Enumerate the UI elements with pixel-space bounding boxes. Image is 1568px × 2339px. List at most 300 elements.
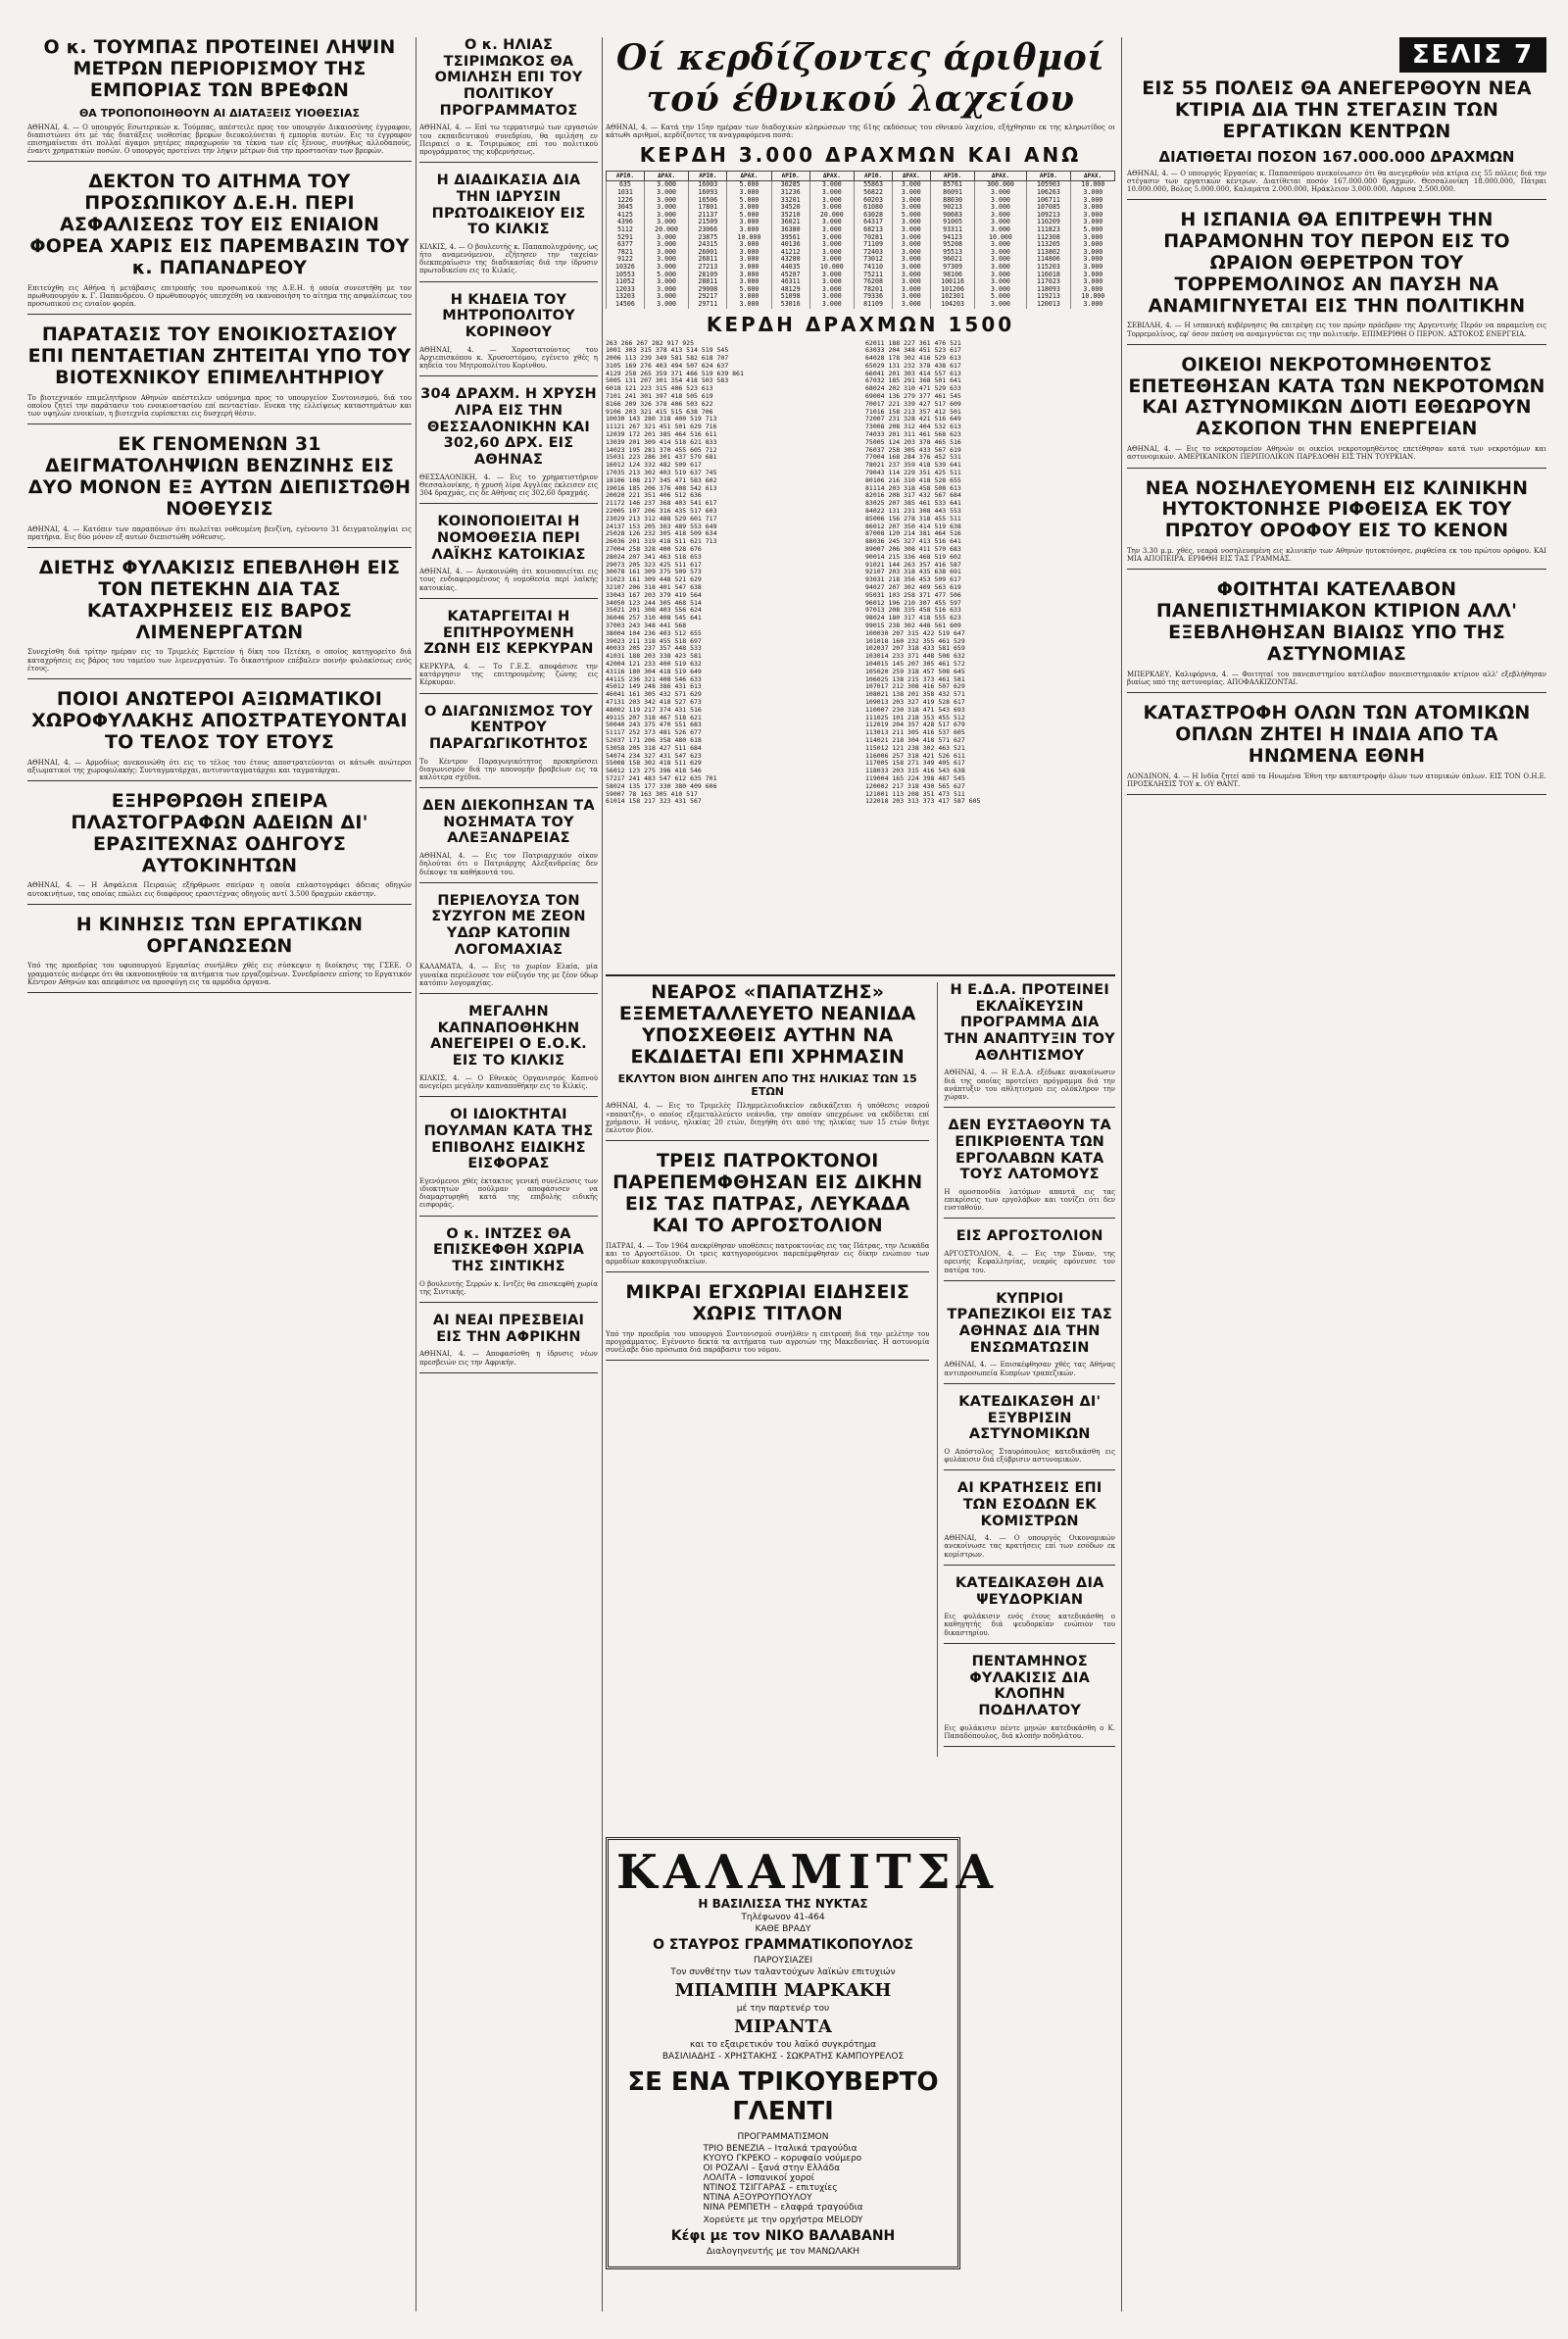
article-headline: ΔΕΚΤΟΝ ΤΟ ΑΙΤΗΜΑ ΤΟΥ ΠΡΟΣΩΠΙΚΟΥ Δ.Ε.Η. ΠΕΡΙ ΑΣΦΑΛΙΣΕΩΣ ΤΟΥ ΕΙΣ ΕΝΙΑΙΟΝ ΦΟΡΕΑ ΧΑΡΙΣ ΕΙΣ ΠΑΡΕΜΒΑΣΙΝ ΤΟΥ κ. ΠΑΠΑΝΔΡΕΟΥ bbox=[29, 171, 410, 278]
table-cell: 104203 bbox=[930, 301, 975, 309]
table-cell: 44035 bbox=[771, 264, 809, 272]
table-cell: 20.000 bbox=[809, 212, 855, 220]
article-headline: Ο ΔΙΑΓΩΝΙΣΜΟΣ ΤΟΥ ΚΕΝΤΡΟΥ ΠΑΡΑΓΩΓΙΚΟΤΗΤΟΣ bbox=[423, 703, 594, 752]
lottery-line: 89007 206 308 411 570 683 bbox=[865, 546, 961, 554]
table-cell: 105903 bbox=[1026, 181, 1071, 189]
table-cell: 3.000 bbox=[1071, 189, 1115, 197]
table-cell: 12033 bbox=[607, 286, 645, 294]
table-cell: 115203 bbox=[1026, 264, 1071, 272]
table-cell: 3.000 bbox=[975, 278, 1026, 286]
ad-dancing: Χορεύετε με την ορχήστρα MELODY bbox=[703, 2215, 863, 2225]
table-cell: 9122 bbox=[607, 256, 645, 264]
table-cell: 3.000 bbox=[892, 264, 930, 272]
table-cell: 85761 bbox=[930, 181, 975, 189]
table-cell: 3.000 bbox=[809, 256, 855, 264]
ad-program: ΠΡΟΓΡΑΜΜΑΤΙΣΜΟΝ bbox=[737, 2132, 829, 2142]
lottery-line: 8166 209 326 378 406 503 622 bbox=[606, 400, 713, 408]
table-cell: 73012 bbox=[855, 256, 893, 264]
table-cell: 101206 bbox=[930, 286, 975, 294]
ad-partner: ΜΙΡΑΝΤΑ bbox=[734, 2016, 832, 2037]
article-headline: ΟΙΚΕΙΟΙ ΝΕΚΡΟΤΟΜΗΘΕΝΤΟΣ ΕΠΕΤΕΘΗΣΑΝ ΚΑΤΑ ΤΩΝ ΝΕΚΡΟΤΟΜΩΝ ΚΑΙ ΑΣΤΥΝΟΜΙΚΩΝ ΔΙΟΤΙ ΕΘΕΩΡΟΥΝ ΑΣΚΟΠΟΝ ΤΗΝ ΕΝΕΡΓΕΙΑΝ bbox=[1128, 353, 1545, 440]
table-cell: 36380 bbox=[771, 226, 809, 234]
list-item: ΝΤΙΝΑ ΑΞΟΥΡΟΥΠΟΥΛΟΥ bbox=[703, 2193, 812, 2203]
table-cell: 3.000 bbox=[892, 301, 930, 309]
table-cell: 635 bbox=[607, 181, 645, 189]
article bbox=[419, 1107, 598, 1217]
lottery-line: 5005 131 207 301 354 418 503 583 bbox=[606, 377, 729, 385]
article bbox=[944, 1480, 1115, 1566]
table-cell: 55863 bbox=[855, 181, 893, 189]
lottery-line: 19016 185 206 376 408 542 613 bbox=[606, 484, 717, 492]
lottery-line: 98024 180 317 418 555 623 bbox=[865, 615, 961, 622]
article-headline: ΝΕΑ ΝΟΣΗΛΕΥΟΜΕΝΗ ΕΙΣ ΚΛΙΝΙΚΗΝ ΗΥΤΟΚΤΟΝΗΣΕ ΡΙΦΘΕΙΣΑ ΕΚ ΤΟΥ ΠΡΩΤΟΥ ΟΡΟΦΟΥ ΕΙΣ ΤΟ ΚΕΝΟΝ bbox=[1145, 476, 1529, 542]
article bbox=[606, 1151, 929, 1272]
lottery-line: 24137 153 205 303 489 553 649 bbox=[606, 523, 717, 530]
article-body: Επιτεύχθη εις Αθήνα ή μετάβασις επιτροπής του προσωπικού της Δ.Ε.Η. ή οποία συνεστήθη με τον πρωθυπουργόν κ. Γ. Παπανδρέου. Ο πρωθυπουργός υπεσχέθη να ικανοποιήση το αίτημα της ασφαλίσεως του προσωπικού εις ενιαίον φορέα. bbox=[27, 283, 412, 308]
article bbox=[419, 1004, 598, 1097]
table-cell: 98106 bbox=[930, 272, 975, 279]
table-cell: 3.000 bbox=[975, 241, 1026, 249]
lottery-line: 2006 113 239 349 581 582 618 707 bbox=[606, 355, 729, 363]
table-cell: 79336 bbox=[855, 293, 893, 301]
prize-heading-3000: ΚΕΡΔΗ 3.000 ΔΡΑΧΜΩΝ ΚΑΙ ΑΝΩ bbox=[639, 143, 1082, 168]
article-headline: ΚΥΠΡΙΟΙ ΤΡΑΠΕΖΙΚΟΙ ΕΙΣ ΤΑΣ ΑΘΗΝΑΣ ΔΙΑ ΤΗΝ ΕΝΣΩΜΑΤΩΣΙΝ bbox=[947, 1290, 1112, 1356]
table-cell: 112308 bbox=[1026, 234, 1071, 242]
lottery-line: 114021 218 304 418 571 627 bbox=[865, 736, 965, 744]
column-3 bbox=[606, 37, 1115, 2257]
divider bbox=[27, 423, 412, 424]
divider bbox=[419, 598, 598, 599]
table-cell: 5.000 bbox=[975, 293, 1026, 301]
lottery-line: 263 266 267 282 917 925 bbox=[606, 339, 695, 347]
table-cell: 118093 bbox=[1026, 286, 1071, 294]
table-cell: 3.000 bbox=[727, 204, 772, 212]
article bbox=[27, 689, 412, 781]
table-header: ΑΡΙΘ. bbox=[1026, 172, 1071, 181]
article-headline: ΠΟΙΟΙ ΑΝΩΤΕΡΟΙ ΑΞΙΩΜΑΤΙΚΟΙ ΧΩΡΟΦΥΛΑΚΗΣ ΑΠΟΣΤΡΑΤΕΥΟΝΤΑΙ ΤΟ ΤΕΛΟΣ ΤΟΥ ΕΤΟΥΣ bbox=[31, 688, 408, 753]
table-cell: 5.000 bbox=[727, 286, 772, 294]
article-body: Εγενόμενοι χθές έκτακτος γενική συνέλευσις των ιδιοκτητών πούλμαν αποφάσισεν να διαμαρτυρηθή κατά της επιβολής ειδικής εισφοράς. bbox=[419, 1176, 598, 1210]
lottery-line: 53058 205 318 427 511 684 bbox=[606, 744, 702, 752]
table-cell: 3.000 bbox=[727, 301, 772, 309]
lottery-line: 104015 145 207 305 461 572 bbox=[865, 660, 965, 668]
table-cell: 3.000 bbox=[975, 286, 1026, 294]
article-body: ΑΘΗΝΑΙ, 4. — Εις το νεκροτομείον Αθηνών οι οικείοι νεκροτομηθέντος επετέθησαν κατά των νεκροτόμων και αστυνομικών. ΑΜΕΡΙΚΑΝΙΚΟΝ ΠΕΡΙΠΟΛΙΚΟΝ ΠΑΡΕΔΟΘΗ ΕΙΣ ΤΗΝ ΤΟΥΡΚΙΑΝ. bbox=[1127, 445, 1546, 462]
table-cell: 111823 bbox=[1026, 226, 1071, 234]
lottery-line: 117005 158 271 349 405 617 bbox=[865, 760, 965, 768]
table-cell: 20.000 bbox=[644, 226, 689, 234]
table-cell: 7821 bbox=[607, 249, 645, 257]
lottery-line: 67032 185 291 368 501 641 bbox=[865, 377, 961, 385]
ad-presents: ΠΑΡΟΥΣΙΑΖΕΙ bbox=[754, 1956, 812, 1966]
table-cell: 3.000 bbox=[1071, 264, 1115, 272]
table-cell: 107085 bbox=[1026, 204, 1071, 212]
table-cell: 3.000 bbox=[892, 249, 930, 257]
page-marker: ΣΕΛΙΣ 7 bbox=[1399, 37, 1546, 73]
article bbox=[419, 609, 598, 694]
article-body: Υπό της προεδρίας του υφυπουργού Εργασίας συνήλθεν χθές εις σύσκεψιν η διοίκησις της ΓΣΕΕ. Ο γραμματεύς ανέφερε ότι θα ικανοποιηθούν τα αιτήματα των εργαζομένων. Συνεδρίασεν επίσης το Εργατικόν Κέντρον Αθηνών και απεφάσισε να προσφύγη εις τα αρμόδια όργανα. bbox=[27, 962, 412, 986]
table-cell: 3.000 bbox=[892, 189, 930, 197]
table-cell: 3.000 bbox=[1071, 204, 1115, 212]
table-cell: 3.000 bbox=[644, 256, 689, 264]
table-cell: 3.000 bbox=[892, 241, 930, 249]
table-cell: 3.000 bbox=[975, 212, 1026, 220]
table-cell: 27213 bbox=[689, 264, 727, 272]
table-cell: 3.000 bbox=[975, 249, 1026, 257]
lottery-line: 61014 158 217 323 431 567 bbox=[606, 798, 702, 806]
table-cell: 109213 bbox=[1026, 212, 1071, 220]
ad-line1: Τον συνθέτην των ταλαντούχων λαϊκών επιτυχιών bbox=[670, 1967, 896, 1977]
table-cell: 3.000 bbox=[727, 278, 772, 286]
lottery-line: 37003 243 348 441 568 bbox=[606, 622, 687, 629]
lottery-line: 77004 168 284 376 452 531 bbox=[865, 454, 961, 462]
table-cell: 33201 bbox=[771, 197, 809, 205]
table-cell: 3.000 bbox=[644, 189, 689, 197]
lottery-line: 122018 203 313 373 417 587 605 bbox=[865, 798, 981, 806]
article-headline: ΔΙΕΤΗΣ ΦΥΛΑΚΙΣΙΣ ΕΠΕΒΛΗΘΗ ΕΙΣ ΤΟΝ ΠΕΤΕΚΗΝ ΔΙΑ ΤΑΣ ΚΑΤΑΧΡΗΣΕΙΣ ΕΙΣ ΒΑΡΟΣ ΛΙΜΕΝΕΡΓΑΤΩΝ bbox=[38, 557, 401, 643]
table-cell: 106263 bbox=[1026, 189, 1071, 197]
article bbox=[944, 982, 1115, 1108]
table-cell: 3.000 bbox=[644, 264, 689, 272]
table-cell: 3.000 bbox=[1071, 219, 1115, 226]
article-body: ΑΘΗΝΑΙ, 4. — Ανεκοινώθη ότι κοινοποιείται εις τους ενδιαφερομένους ή νομοθεσία περί λαϊκής κατοικίας. bbox=[419, 568, 598, 592]
table-cell: 3.000 bbox=[809, 278, 855, 286]
article-body: ΚΕΡΚΥΡΑ, 4. — Το Γ.Ε.Σ. αποφάσισε την κατάργησιν της επιτηρουμένης ζώνης εις Κέρκυραν. bbox=[419, 662, 598, 687]
table-cell: 43280 bbox=[771, 256, 809, 264]
article-headline: ΦΟΙΤΗΤΑΙ ΚΑΤΕΛΑΒΟΝ ΠΑΝΕΠΙΣΤΗΜΙΑΚΟΝ ΚΤΙΡΙΟΝ ΑΛΛ' ΕΞΕΒΛΗΘΗΣΑΝ ΒΙΑΙΩΣ ΥΠΟ ΤΗΣ ΑΣΤΥΝΟΜΙΑΣ bbox=[1155, 578, 1518, 666]
article bbox=[606, 1282, 929, 1361]
lottery-line: 11121 267 321 451 501 629 716 bbox=[606, 423, 717, 431]
article bbox=[419, 386, 598, 504]
table-cell: 10326 bbox=[607, 264, 645, 272]
lottery-line: 47131 203 342 418 527 673 bbox=[606, 698, 702, 706]
table-cell: 5.000 bbox=[1071, 226, 1115, 234]
article-subheadline: ΕΚΛΥΤΟΝ ΒΙΟΝ ΔΙΗΓΕΝ ΑΠΟ ΤΗΣ ΗΛΙΚΙΑΣ ΤΩΝ 15 ΕΤΩΝ bbox=[617, 1072, 917, 1099]
lottery-line: 83025 207 385 461 533 641 bbox=[865, 500, 961, 508]
divider bbox=[27, 161, 412, 162]
article-subheadline: ΔΙΑΤΙΘΕΤΑΙ ΠΟΣΟΝ 167.000.000 ΔΡΑΧΜΩΝ bbox=[1158, 147, 1515, 166]
article-headline: ΚΑΤΕΔΙΚΑΣΘΗ ΔΙΑ ΨΕΥΔΟΡΚΙΑΝ bbox=[955, 1574, 1104, 1608]
table-header: ΑΡΙΘ. bbox=[689, 172, 727, 181]
table-cell: 3.000 bbox=[644, 241, 689, 249]
table-cell: 5.000 bbox=[727, 197, 772, 205]
lottery-line: 102037 207 318 433 581 659 bbox=[865, 645, 965, 653]
table-cell: 3.000 bbox=[809, 249, 855, 257]
lottery-line: 6018 121 223 315 406 523 613 bbox=[606, 385, 713, 393]
table-cell: 29008 bbox=[689, 286, 727, 294]
table-cell: 97309 bbox=[930, 264, 975, 272]
table-cell: 10.000 bbox=[1071, 181, 1115, 189]
lottery-line: 31023 161 309 448 521 629 bbox=[606, 576, 702, 584]
table-cell: 3.000 bbox=[892, 272, 930, 279]
table-cell: 11052 bbox=[607, 278, 645, 286]
article-body: Το βιοτεχνικόν επιμελητήριον Αθηνών απέστειλεν υπόμνημα προς το υπουργείον Συντονισμού, διά του οποίου ζητεί την παράτασιν του ενοικιοστασίου επί πενταετίαν. Ενεκα της ελλείψεως καταστημάτων και των υψηλών ενοικίων, η βιοτεχνία ευρίσκεται εις δυσχερή θέσιν. bbox=[27, 393, 412, 419]
lottery-line: 42004 121 233 400 519 632 bbox=[606, 660, 702, 668]
lottery-line: 69004 136 279 377 461 545 bbox=[865, 393, 961, 401]
ad-line2: και το εξαιρετικόν του λαϊκό συγκρότημα bbox=[689, 2040, 877, 2050]
table-cell: 3.000 bbox=[1071, 272, 1115, 279]
lottery-line: 3105 169 276 403 494 507 624 637 bbox=[606, 362, 729, 370]
article-headline: ΚΑΤΕΔΙΚΑΣΘΗ ΔΙ' ΕΞΥΒΡΙΣΙΝ ΑΣΤΥΝΟΜΙΚΩΝ bbox=[958, 1393, 1102, 1443]
table-cell: 13203 bbox=[607, 293, 645, 301]
divider bbox=[27, 678, 412, 679]
table-cell: 3.000 bbox=[892, 204, 930, 212]
lottery-title: Οί κερδίζοντες άριθμοί τού έθνικού λαχείου bbox=[615, 37, 1105, 120]
table-cell: 17801 bbox=[689, 204, 727, 212]
article-body: ΚΙΛΚΙΣ, 4. — Ο βουλευτής κ. Παπαπολυχρόνης, ως ήτο αναμενόμενον, εζήτησεν την ταχείαν διεκπεραίωσιν της διαδικασίας διά την ίδρυσιν πρωτοδικείου εις το Κιλκίς. bbox=[419, 242, 598, 275]
lottery-line: 4129 258 265 359 371 466 519 639 861 bbox=[606, 370, 744, 377]
table-cell: 3.000 bbox=[727, 241, 772, 249]
lottery-line: 86012 207 350 414 519 638 bbox=[865, 523, 961, 530]
lottery-line: 38004 104 236 403 512 655 bbox=[606, 629, 702, 637]
divider bbox=[1127, 468, 1546, 469]
ad-nightly: ΚΑΘΕ ΒΡΑΔΥ bbox=[755, 1924, 811, 1934]
article-body: ΑΘΗΝΑΙ, 4. — Η Ε.Δ.Α. εξέδωκε ανακοίνωσιν διά της οποίας προτείνει πρόγραμμα διά την ανάπτυξιν του αθλητισμού εις ολόκληρον την χώραν. bbox=[944, 1069, 1115, 1101]
lottery-line: 41031 188 203 338 423 581 bbox=[606, 653, 702, 661]
table-cell: 120013 bbox=[1026, 301, 1071, 309]
divider bbox=[419, 882, 598, 883]
article-headline: ΚΑΤΑΡΓΕΙΤΑΙ Η ΕΠΙΤΗΡΟΥΜΕΝΗ ΖΩΝΗ ΕΙΣ ΚΕΡΚΥΡΑΝ bbox=[423, 608, 594, 658]
table-cell: 6377 bbox=[607, 241, 645, 249]
prize-heading-1500: ΚΕΡΔΗ ΔΡΑΧΜΩΝ 1500 bbox=[706, 312, 1015, 336]
table-cell: 70281 bbox=[855, 234, 893, 242]
article bbox=[944, 1228, 1115, 1280]
table-cell: 3.000 bbox=[975, 256, 1026, 264]
table-cell: 3.000 bbox=[727, 226, 772, 234]
article bbox=[27, 791, 412, 905]
lottery-line: 72007 231 328 421 516 649 bbox=[865, 416, 961, 423]
ad-phone: Τηλέφωνον 41-464 bbox=[741, 1913, 825, 1922]
lottery-line: 97013 208 335 458 516 633 bbox=[865, 607, 961, 615]
lottery-line: 22005 107 206 316 435 517 603 bbox=[606, 508, 717, 516]
divider bbox=[1127, 199, 1546, 200]
table-cell: 3.000 bbox=[644, 212, 689, 220]
table-cell: 53016 bbox=[771, 301, 809, 309]
table-cell: 3.000 bbox=[809, 241, 855, 249]
article bbox=[944, 1291, 1115, 1384]
article bbox=[27, 172, 412, 315]
lottery-line: 44115 236 321 408 546 633 bbox=[606, 675, 702, 683]
table-cell: 10.000 bbox=[1071, 293, 1115, 301]
table-cell: 95513 bbox=[930, 249, 975, 257]
divider bbox=[944, 1107, 1115, 1108]
table-cell: 5.000 bbox=[644, 272, 689, 279]
lottery-line: 120002 217 318 430 565 627 bbox=[865, 782, 965, 790]
lottery-1500-list bbox=[606, 340, 1115, 807]
lottery-line: 68024 202 310 471 529 633 bbox=[865, 385, 961, 393]
divider bbox=[1127, 692, 1546, 693]
lottery-line: 75005 124 203 378 465 516 bbox=[865, 438, 961, 446]
table-cell: 3.000 bbox=[727, 293, 772, 301]
table-header: ΑΡΙΘ. bbox=[930, 172, 975, 181]
lottery-line: 50040 243 375 470 551 683 bbox=[606, 722, 702, 729]
article-body: ΑΘΗΝΑΙ, 4. — Αρμοδίως ανεκοινώθη ότι εις το τέλος του έτους αποστρατεύονται οι κάτωθι ανώτεροι αξιωματικοί της χωροφυλακής: Συνταγματάρχαι, αντισυνταγματάρχαι και ταγματάρχαι. bbox=[27, 758, 412, 774]
table-cell: 3.000 bbox=[809, 272, 855, 279]
article bbox=[27, 915, 412, 993]
table-header: ΔΡΑΧ. bbox=[809, 172, 855, 181]
lottery-line: 43116 180 304 418 519 649 bbox=[606, 668, 702, 675]
lottery-line: 109013 203 327 419 528 617 bbox=[865, 698, 965, 706]
lottery-line: 65029 131 232 378 438 617 bbox=[865, 362, 961, 370]
table-cell: 3.000 bbox=[809, 234, 855, 242]
table-cell: 3.000 bbox=[727, 189, 772, 197]
table-cell: 3.000 bbox=[644, 234, 689, 242]
lottery-line: 99015 238 302 448 561 609 bbox=[865, 622, 961, 629]
lottery-line: 90014 215 336 468 519 602 bbox=[865, 553, 961, 561]
lottery-line: 62011 188 227 361 476 521 bbox=[865, 339, 961, 347]
table-cell: 88030 bbox=[930, 197, 975, 205]
article bbox=[1127, 355, 1546, 469]
lottery-line: 78021 237 359 418 539 641 bbox=[865, 462, 961, 470]
divider bbox=[419, 787, 598, 788]
lottery-line: 59007 78 163 305 410 517 bbox=[606, 790, 698, 798]
table-cell: 5.000 bbox=[727, 181, 772, 189]
lottery-intro: ΑΘΗΝΑΙ, 4. — Κατά την 15ην ημέραν των διαδοχικών κληρώσεων της 61ης εκδόσεως του εθνικού λαχείου, εξήχθησαν εκ της κληρωτίδος οι κάτωθι αριθμοί, κερδίζοντες τα αναγραφόμενα ποσά: bbox=[606, 124, 1115, 140]
table-cell: 3.000 bbox=[644, 278, 689, 286]
table-cell: 81109 bbox=[855, 301, 893, 309]
table-cell: 31236 bbox=[771, 189, 809, 197]
article-body: ΚΑΛΑΜΑΤΑ, 4. — Εις το χωρίον Ελαία, μία γυναίκα περιέλουσε τον σύζυγόν της με ζέον ύδωρ κατόπιν λογομαχίας. bbox=[419, 963, 598, 987]
divider bbox=[419, 1216, 598, 1217]
lottery-line: 96012 196 210 307 455 597 bbox=[865, 599, 961, 607]
article-body: ΜΠΕΡΚΛΕΫ, Καλιφόρνια, 4. — Φοιτηταί του πανεπιστημίου κατέλαβον πανεπιστημιακόν κτίριον αλλ' εξεβλήθησαν βιαίως υπό της αστυνομίας. ΑΠΟΦΑΛΚΙΖΟΝΤΑΙ. bbox=[1127, 670, 1546, 687]
table-cell: 3.000 bbox=[809, 204, 855, 212]
table-cell: 29711 bbox=[689, 301, 727, 309]
article bbox=[419, 173, 598, 282]
table-cell: 1226 bbox=[607, 197, 645, 205]
lottery-line: 27004 258 328 400 528 676 bbox=[606, 546, 702, 554]
lottery-line: 71016 158 213 357 412 501 bbox=[865, 408, 961, 416]
list-item: ΝΙΝΑ ΡΕΜΠΕΤΗ – ελαφρά τραγούδια bbox=[703, 2203, 863, 2213]
article bbox=[27, 37, 412, 162]
lottery-line: 49115 207 318 467 518 621 bbox=[606, 714, 702, 722]
article-body: ΑΘΗΝΑΙ, 4. — Εις το Τριμελές Πλημμελειοδικείον εκδικάζεται ή υπόθεσις νεαρού «παπατζή», ο οποίος εξεμεταλλεύετο νεάνιδα, την οποίαν υπεχρέωνε να εκδίδεται επί χρήμασιν. Η νεάνις, ηλικίας 20 ετών, διηγήθη ότι από της ηλικίας των 15 ετών διήγε έκλυτον βίον. bbox=[606, 1102, 930, 1134]
lottery-line: 116006 257 318 421 526 611 bbox=[865, 752, 965, 760]
lottery-line: 1001 303 315 378 413 514 519 545 bbox=[606, 347, 729, 355]
table-cell: 3.000 bbox=[975, 197, 1026, 205]
article-body: Ο Απόστολος Σταυρόπουλος κατεδικάσθη εις φυλάκισιν διά εξύβρισιν αστυνομικών. bbox=[944, 1447, 1115, 1465]
article-headline: ΠΕΡΙΕΛΟΥΣΑ ΤΟΝ ΣΥΖΥΓΟΝ ΜΕ ΖΕΟΝ ΥΔΩΡ ΚΑΤΟΠΙΝ ΛΟΓΟΜΑΧΙΑΣ bbox=[431, 892, 586, 958]
article bbox=[419, 37, 598, 163]
article-body: ΛΟΝΔΙΝΟΝ, 4. — Η Ινδία ζητεί από τα Ηνωμένα Έθνη την καταστροφήν όλων των ατομικών όπλων. ΕΙΣ ΤΟΝ Ο.Η.Ε. ΠΡΟΣΚΛΗΣΙΣ ΤΟΥ κ. ΟΥ ΘΑΝΤ. bbox=[1127, 771, 1546, 788]
article-headline: Η ΚΙΝΗΣΙΣ ΤΩΝ ΕΡΓΑΤΙΚΩΝ ΟΡΓΑΝΩΣΕΩΝ bbox=[75, 913, 364, 957]
kalamitsa-advertisement bbox=[606, 1837, 999, 2269]
table-cell: 28109 bbox=[689, 272, 727, 279]
lottery-line: 30078 161 309 375 509 573 bbox=[606, 569, 702, 576]
table-cell: 91005 bbox=[930, 219, 975, 226]
table-header: ΑΡΙΘ. bbox=[855, 172, 893, 181]
table-cell: 5291 bbox=[607, 234, 645, 242]
table-cell: 68213 bbox=[855, 226, 893, 234]
lottery-line: 57217 241 483 547 612 635 701 bbox=[606, 774, 717, 782]
table-cell: 14506 bbox=[607, 301, 645, 309]
lottery-line: 28024 207 341 463 518 653 bbox=[606, 553, 702, 561]
article bbox=[27, 558, 412, 679]
table-cell: 10.000 bbox=[727, 234, 772, 242]
lottery-line: 7101 241 301 397 418 505 619 bbox=[606, 393, 713, 401]
table-cell: 51098 bbox=[771, 293, 809, 301]
ad-tagline: Η ΒΑΣΙΛΙΣΣΑ ΤΗΣ ΝΥΚΤΑΣ bbox=[698, 1897, 868, 1911]
ad-host: Κέφι με τον ΝΙΚΟ ΒΑΛΑΒΑΝΗ bbox=[670, 2228, 896, 2244]
table-cell: 16093 bbox=[689, 189, 727, 197]
lottery-line: 51117 252 373 481 526 677 bbox=[606, 729, 702, 737]
table-cell: 95208 bbox=[930, 241, 975, 249]
lottery-line: 85006 156 278 318 455 511 bbox=[865, 515, 961, 523]
lottery-line: 74033 201 311 461 568 623 bbox=[865, 431, 961, 439]
column-rule bbox=[602, 37, 603, 2312]
table-cell: 3.000 bbox=[892, 181, 930, 189]
table-cell: 5112 bbox=[607, 226, 645, 234]
article-body: ΑΘΗΝΑΙ, 4. — Η Ασφάλεια Πειραιώς εξήρθρωσε σπείραν η οποία επλαστογράφει άδειας οδηγών αυτοκινήτων, τας οποίας επώλει εις διαφόρους ερασιτέχνας οδηγούς αντί 3.500 δραχμών εκάστην. bbox=[27, 881, 412, 898]
table-cell: 116018 bbox=[1026, 272, 1071, 279]
table-cell: 106711 bbox=[1026, 197, 1071, 205]
table-cell: 96021 bbox=[930, 256, 975, 264]
table-cell: 93311 bbox=[930, 226, 975, 234]
lottery-line: 45012 149 248 386 431 613 bbox=[606, 683, 702, 691]
table-cell: 46311 bbox=[771, 278, 809, 286]
divider bbox=[944, 1746, 1115, 1747]
article bbox=[1127, 210, 1546, 345]
table-cell: 3.000 bbox=[1071, 278, 1115, 286]
divider bbox=[27, 314, 412, 315]
article-headline: ΑΙ ΚΡΑΤΗΣΕΙΣ ΕΠΙ ΤΩΝ ΕΣΟΔΩΝ ΕΚ ΚΟΜΙΣΤΡΩΝ bbox=[956, 1480, 1102, 1529]
divider bbox=[419, 162, 598, 163]
table-cell: 3.000 bbox=[809, 181, 855, 189]
table-cell: 114806 bbox=[1026, 256, 1071, 264]
lottery-line: 23029 213 312 488 529 601 717 bbox=[606, 515, 717, 523]
list-item: ΛΟΛΙΤΑ – Ισπανικοί χοροί bbox=[703, 2173, 814, 2183]
table-cell: 36021 bbox=[771, 219, 809, 226]
list-item: ΚΥΟΥΟ ΓΚΡΕΚΟ – κορυφαίο νούμερο bbox=[703, 2154, 862, 2164]
lottery-line: 15031 223 286 301 437 579 681 bbox=[606, 454, 717, 462]
table-cell: 3.000 bbox=[1071, 212, 1115, 220]
article bbox=[419, 704, 598, 789]
lottery-line: 93031 218 356 453 509 617 bbox=[865, 576, 961, 584]
article-headline: ΜΙΚΡΑΙ ΕΓΧΩΡΙΑΙ ΕΙΔΗΣΕΙΣ ΧΩΡΙΣ ΤΙΤΛΟΝ bbox=[625, 1281, 910, 1325]
table-cell: 5.000 bbox=[727, 212, 772, 220]
ad-title: ΚΑΛΑΜΙΤΣΑ bbox=[616, 1845, 999, 1900]
lottery-line: 107017 212 308 416 507 629 bbox=[865, 683, 965, 691]
table-cell: 3.000 bbox=[809, 286, 855, 294]
table-header: ΑΡΙΘ. bbox=[771, 172, 809, 181]
article-headline: ΕΙΣ ΑΡΓΟΣΤΟΛΙΟΝ bbox=[956, 1228, 1103, 1245]
lottery-line: 100030 207 315 422 519 647 bbox=[865, 629, 965, 637]
article-body: Συνεχίσθη διά τρίτην ημέραν εις το Τριμελές Εφετείον ή δίκη του Πετέκη, ο οποίος κατηγορείτο διά καταχρήσεις εις βάρος του ταμείου των λιμενεργατών. Το δικαστήριον επέβαλεν ποινήν φυλακίσεως ενός έτους. bbox=[27, 648, 412, 672]
list-item: ΝΤΙΝΟΣ ΤΣΙΓΓΑΡΑΣ – επιτυχίες bbox=[703, 2183, 838, 2193]
lottery-line: 21172 146 237 368 403 541 617 bbox=[606, 500, 717, 508]
table-cell: 3.000 bbox=[727, 272, 772, 279]
column-3-left bbox=[606, 982, 929, 1757]
article-body: Ο βουλευτής Σερρών κ. Ιντζές θα επισκεφθή χωρία της Σιντικής. bbox=[419, 1279, 598, 1296]
lottery-line: 64028 178 302 416 529 613 bbox=[865, 355, 961, 363]
table-cell: 3.000 bbox=[809, 197, 855, 205]
lottery-line: 92107 203 318 435 638 691 bbox=[865, 569, 961, 576]
lottery-line: 95031 103 258 371 477 506 bbox=[865, 591, 961, 599]
divider bbox=[944, 1643, 1115, 1644]
table-cell: 63028 bbox=[855, 212, 893, 220]
table-cell: 90683 bbox=[930, 212, 975, 220]
lottery-line: 29073 205 323 425 511 617 bbox=[606, 561, 702, 569]
article-body: ΑΘΗΝΑΙ, 4. — Ο υπουργός Εργασίας κ. Παπασπύρου ανεκοίνωσεν ότι θα ανεγερθούν νέα κτίρια εις 55 πόλεις διά την στέγασιν των εργατικών κέντρων. Διατίθεται ποσόν 167.000.000 δραχμών. Θεσσαλονίκη 18.000.000, Πάτραι 10.000.000, Βόλος 5.000.000, Καλαμάτα 2.000.000, Ηράκλειον 3.000.000, Λάρισα 2.500.000. bbox=[1127, 169, 1546, 193]
lottery-line: 55008 158 302 418 511 629 bbox=[606, 760, 702, 768]
table-cell: 3.000 bbox=[975, 301, 1026, 309]
table-cell: 86091 bbox=[930, 189, 975, 197]
column-rule bbox=[1121, 37, 1122, 2312]
table-cell: 4125 bbox=[607, 212, 645, 220]
lottery-line: 101018 160 232 355 461 529 bbox=[865, 637, 965, 645]
table-cell: 30285 bbox=[771, 181, 809, 189]
table-cell: 75211 bbox=[855, 272, 893, 279]
